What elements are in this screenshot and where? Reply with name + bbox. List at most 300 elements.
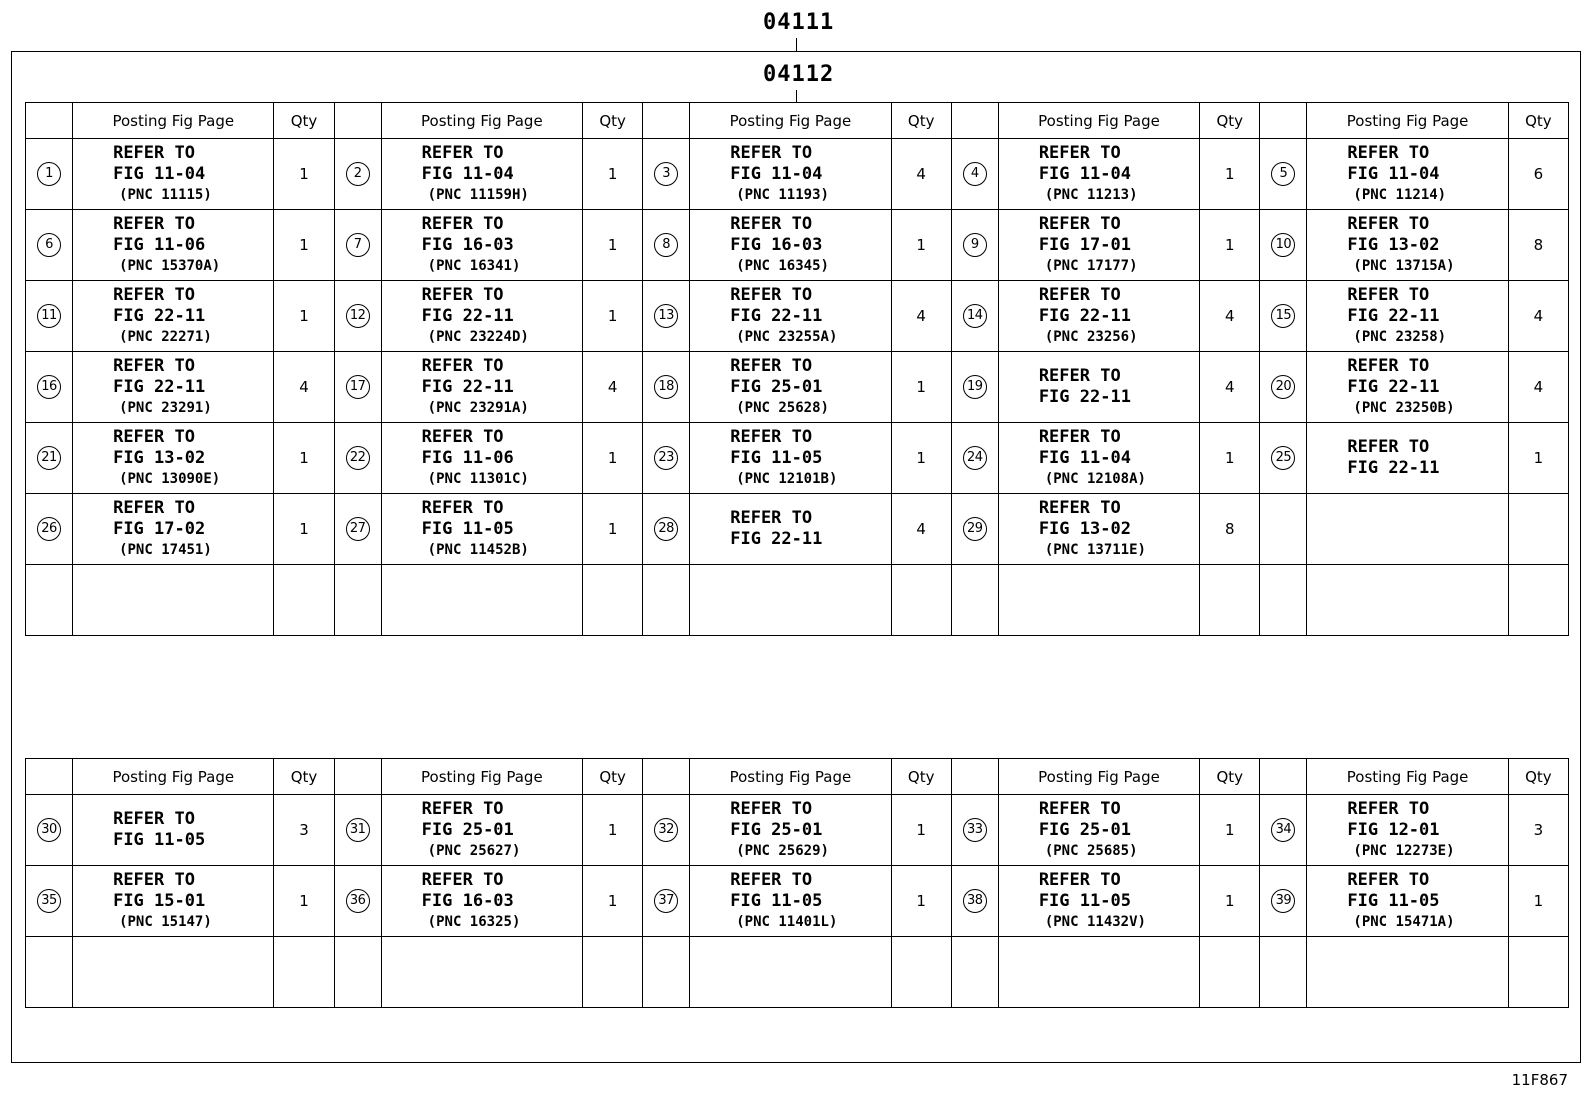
pnc-code: (PNC 22271) (119, 328, 212, 345)
refer-to-label: REFER TO (730, 284, 813, 305)
refer-block (690, 143, 890, 206)
pnc-code: (PNC 12101B) (736, 470, 838, 487)
qty-cell: 1 (274, 210, 334, 281)
item-number-cell (334, 210, 381, 281)
refer-to-label: REFER TO (421, 798, 504, 819)
refer-to-label: REFER TO (1347, 142, 1430, 163)
item-number-cell (334, 139, 381, 210)
item-number-cell (1260, 281, 1307, 352)
item-number: 36 (346, 889, 370, 913)
fig-reference: FIG 22-11 (421, 376, 514, 397)
posting-cell (73, 423, 274, 494)
item-number-cell (643, 866, 690, 937)
header-index-cell (334, 759, 381, 795)
posting-cell (690, 494, 891, 565)
fig-reference: FIG 11-05 (421, 518, 514, 539)
refer-to-label: REFER TO (1347, 798, 1430, 819)
item-number-cell (951, 494, 998, 565)
refer-block (999, 799, 1199, 862)
pnc-code: (PNC 16341) (427, 257, 521, 274)
refer-block (999, 870, 1199, 933)
pnc-code: (PNC 16345) (736, 257, 829, 274)
pnc-code: (PNC 15471A) (1353, 913, 1455, 930)
item-number: 26 (37, 517, 61, 541)
qty-cell: 1 (583, 281, 643, 352)
item-number: 38 (963, 889, 987, 913)
refer-block (382, 427, 582, 490)
item-number-cell (1260, 423, 1307, 494)
posting-cell (1307, 795, 1508, 866)
refer-to-label: REFER TO (113, 809, 195, 829)
item-number-cell (26, 795, 73, 866)
item-number: 32 (654, 818, 678, 842)
refer-block (73, 498, 273, 561)
item-number-cell (1260, 795, 1307, 866)
header-qty: Qty (1200, 759, 1260, 795)
item-number: 1 (37, 162, 61, 186)
qty-cell: 4 (1508, 352, 1568, 423)
empty-cell (1200, 565, 1260, 636)
pnc-code: (PNC 11452B) (427, 541, 529, 558)
pnc-code: (PNC 23291) (119, 399, 212, 416)
refer-to-label: REFER TO (113, 355, 195, 376)
item-number: 7 (346, 233, 370, 257)
posting-cell (690, 210, 891, 281)
item-number: 14 (963, 304, 987, 328)
pnc-code: (PNC 15370A) (119, 257, 221, 274)
item-number-cell (643, 494, 690, 565)
refer-block (382, 143, 582, 206)
refer-block (999, 285, 1199, 348)
qty-cell: 4 (1200, 281, 1260, 352)
fig-reference: FIG 22-11 (1038, 305, 1131, 326)
item-number: 2 (346, 162, 370, 186)
fig-reference: FIG 13-02 (1038, 518, 1131, 539)
item-number: 17 (346, 375, 370, 399)
item-number: 11 (37, 304, 61, 328)
posting-cell (73, 494, 274, 565)
refer-block (382, 285, 582, 348)
table-row (26, 139, 1569, 210)
item-number-cell (334, 494, 381, 565)
refer-to-label: REFER TO (421, 869, 504, 890)
empty-cell (643, 937, 690, 1008)
qty-cell: 1 (1200, 795, 1260, 866)
posting-cell (690, 281, 891, 352)
pnc-code: (PNC 15147) (119, 913, 212, 930)
figure-code: 11F867 (1511, 1071, 1568, 1089)
fig-reference: FIG 11-06 (113, 234, 206, 255)
pnc-code: (PNC 11301C) (427, 470, 529, 487)
header-qty: Qty (1508, 759, 1568, 795)
qty-cell: 1 (1200, 210, 1260, 281)
item-number-cell (26, 352, 73, 423)
refer-block (690, 799, 890, 862)
header-posting-fig-page: Posting Fig Page (690, 759, 891, 795)
item-number-cell (951, 210, 998, 281)
refer-block (1307, 799, 1507, 862)
posting-cell (1307, 866, 1508, 937)
posting-cell (998, 494, 1199, 565)
posting-cell (1307, 139, 1508, 210)
refer-to-label: REFER TO (421, 213, 504, 234)
fig-reference: FIG 11-05 (113, 830, 206, 850)
posting-cell (998, 281, 1199, 352)
posting-cell (381, 866, 582, 937)
posting-cell (73, 139, 274, 210)
refer-block (73, 809, 273, 851)
empty-cell (891, 565, 951, 636)
qty-cell: 4 (891, 494, 951, 565)
header-index-cell (26, 759, 73, 795)
item-number: 15 (1271, 304, 1295, 328)
refer-block (690, 356, 890, 419)
item-number-cell (1260, 139, 1307, 210)
qty-cell: 1 (891, 352, 951, 423)
qty-cell: 1 (583, 210, 643, 281)
fig-reference: FIG 16-03 (730, 234, 823, 255)
posting-cell (1307, 281, 1508, 352)
pnc-code: (PNC 11214) (1353, 186, 1447, 203)
pnc-code: (PNC 11213) (1044, 186, 1138, 203)
qty-cell: 1 (274, 423, 334, 494)
pnc-code: (PNC 23258) (1353, 328, 1447, 345)
header-qty: Qty (891, 103, 951, 139)
fig-reference: FIG 11-04 (113, 163, 206, 184)
qty-cell (1508, 494, 1568, 565)
header-posting-fig-page: Posting Fig Page (690, 103, 891, 139)
header-qty: Qty (891, 759, 951, 795)
pnc-code: (PNC 23255A) (736, 328, 838, 345)
table-row (26, 866, 1569, 937)
refer-to-label: REFER TO (730, 508, 813, 528)
refer-block (1307, 870, 1507, 933)
item-number: 5 (1271, 162, 1295, 186)
item-number: 37 (654, 889, 678, 913)
refer-to-label: REFER TO (1347, 355, 1430, 376)
empty-cell (1260, 565, 1307, 636)
refer-block (1307, 285, 1507, 348)
posting-cell (1307, 494, 1508, 565)
pnc-code: (PNC 25627) (427, 842, 521, 859)
posting-cell (690, 795, 891, 866)
posting-cell (690, 423, 891, 494)
empty-row (26, 937, 1569, 1008)
header-index-cell (643, 103, 690, 139)
posting-cell (998, 795, 1199, 866)
refer-to-label: REFER TO (421, 284, 504, 305)
refer-to-label: REFER TO (1347, 869, 1430, 890)
item-number: 16 (37, 375, 61, 399)
refer-to-label: REFER TO (421, 355, 504, 376)
empty-cell (951, 565, 998, 636)
refer-to-label: REFER TO (1038, 213, 1121, 234)
refer-block (690, 508, 890, 550)
posting-cell (381, 423, 582, 494)
item-number: 4 (963, 162, 987, 186)
qty-cell: 4 (583, 352, 643, 423)
item-number: 31 (346, 818, 370, 842)
qty-cell: 1 (1508, 866, 1568, 937)
item-number: 20 (1271, 375, 1295, 399)
refer-to-label: REFER TO (113, 869, 195, 890)
posting-cell (690, 139, 891, 210)
qty-cell: 1 (583, 423, 643, 494)
parts-table-lower (25, 758, 1569, 1008)
item-number: 6 (37, 233, 61, 257)
fig-reference: FIG 16-03 (421, 234, 514, 255)
pnc-code: (PNC 11115) (119, 186, 212, 203)
qty-cell: 8 (1200, 494, 1260, 565)
item-number-cell (1260, 352, 1307, 423)
fig-reference: FIG 25-01 (421, 819, 514, 840)
item-number: 27 (346, 517, 370, 541)
refer-block (999, 366, 1199, 408)
qty-cell: 4 (1200, 352, 1260, 423)
item-number: 34 (1271, 818, 1295, 842)
fig-reference: FIG 22-11 (1347, 305, 1440, 326)
header-posting-fig-page: Posting Fig Page (998, 759, 1199, 795)
table-row (26, 281, 1569, 352)
pnc-code: (PNC 11401L) (736, 913, 838, 930)
posting-cell (998, 139, 1199, 210)
refer-to-label: REFER TO (1038, 366, 1121, 386)
item-number-cell (643, 210, 690, 281)
refer-block (690, 427, 890, 490)
refer-block (999, 498, 1199, 561)
header-index-cell (26, 103, 73, 139)
fig-reference: FIG 22-11 (730, 529, 823, 549)
posting-cell (73, 352, 274, 423)
assembly-code-04112: 04112 (763, 62, 835, 87)
empty-cell (274, 565, 334, 636)
empty-cell (274, 937, 334, 1008)
qty-cell: 1 (274, 281, 334, 352)
fig-reference: FIG 11-06 (421, 447, 514, 468)
qty-cell: 1 (1200, 866, 1260, 937)
fig-reference: FIG 11-05 (730, 447, 823, 468)
posting-cell (690, 352, 891, 423)
posting-cell (1307, 423, 1508, 494)
empty-cell (583, 565, 643, 636)
item-number-cell (26, 210, 73, 281)
header-posting-fig-page: Posting Fig Page (73, 759, 274, 795)
fig-reference: FIG 12-01 (1347, 819, 1440, 840)
empty-cell (73, 565, 274, 636)
qty-cell: 1 (274, 866, 334, 937)
refer-block (690, 214, 890, 277)
empty-cell (1200, 937, 1260, 1008)
item-number-cell (643, 139, 690, 210)
header-posting-fig-page: Posting Fig Page (381, 103, 582, 139)
refer-to-label: REFER TO (421, 426, 504, 447)
header-index-cell (1260, 103, 1307, 139)
pnc-code: (PNC 11193) (736, 186, 829, 203)
pnc-code: (PNC 13711E) (1044, 541, 1146, 558)
pnc-code: (PNC 13715A) (1353, 257, 1455, 274)
fig-reference: FIG 11-05 (1347, 890, 1440, 911)
refer-to-label: REFER TO (113, 426, 195, 447)
item-number-cell (643, 281, 690, 352)
item-number-cell (1260, 494, 1307, 565)
item-number-cell (26, 423, 73, 494)
refer-to-label: REFER TO (1038, 142, 1121, 163)
empty-cell (73, 937, 274, 1008)
qty-cell: 4 (891, 281, 951, 352)
header-qty: Qty (1200, 103, 1260, 139)
empty-cell (690, 565, 891, 636)
pnc-code: (PNC 25685) (1044, 842, 1138, 859)
header-index-cell (951, 103, 998, 139)
refer-block (382, 498, 582, 561)
item-number: 23 (654, 446, 678, 470)
posting-cell (381, 795, 582, 866)
fig-reference: FIG 22-11 (1347, 458, 1440, 478)
posting-cell (73, 210, 274, 281)
item-number-cell (26, 139, 73, 210)
fig-reference: FIG 13-02 (113, 447, 206, 468)
refer-to-label: REFER TO (730, 869, 813, 890)
qty-cell: 1 (1200, 139, 1260, 210)
header-qty: Qty (274, 103, 334, 139)
pnc-code: (PNC 25629) (736, 842, 829, 859)
refer-block (999, 214, 1199, 277)
empty-cell (1260, 937, 1307, 1008)
pnc-code: (PNC 11432V) (1044, 913, 1146, 930)
item-number-cell (643, 423, 690, 494)
leader-line-04111 (796, 38, 797, 51)
item-number-cell (951, 795, 998, 866)
qty-cell: 1 (583, 795, 643, 866)
empty-cell (26, 937, 73, 1008)
posting-cell (381, 139, 582, 210)
posting-cell (381, 210, 582, 281)
empty-cell (1508, 937, 1568, 1008)
item-number: 10 (1271, 233, 1295, 257)
header-qty: Qty (274, 759, 334, 795)
pnc-code: (PNC 23250B) (1353, 399, 1455, 416)
qty-cell: 1 (583, 866, 643, 937)
item-number: 8 (654, 233, 678, 257)
qty-cell: 1 (583, 494, 643, 565)
refer-block (382, 870, 582, 933)
qty-cell: 3 (1508, 795, 1568, 866)
header-posting-fig-page: Posting Fig Page (381, 759, 582, 795)
fig-reference: FIG 25-01 (730, 376, 823, 397)
fig-reference: FIG 16-03 (421, 890, 514, 911)
posting-cell (998, 423, 1199, 494)
qty-cell: 1 (1200, 423, 1260, 494)
item-number: 24 (963, 446, 987, 470)
item-number: 28 (654, 517, 678, 541)
fig-reference: FIG 25-01 (1038, 819, 1131, 840)
pnc-code: (PNC 16325) (427, 913, 521, 930)
header-qty: Qty (583, 759, 643, 795)
posting-cell (998, 352, 1199, 423)
refer-to-label: REFER TO (1038, 798, 1121, 819)
refer-block (382, 799, 582, 862)
table-row (26, 423, 1569, 494)
refer-block (690, 285, 890, 348)
item-number-cell (334, 281, 381, 352)
fig-reference: FIG 17-02 (113, 518, 206, 539)
empty-cell (891, 937, 951, 1008)
empty-row (26, 565, 1569, 636)
posting-cell (998, 866, 1199, 937)
empty-cell (690, 937, 891, 1008)
item-number-cell (26, 281, 73, 352)
header-posting-fig-page: Posting Fig Page (1307, 103, 1508, 139)
item-number: 3 (654, 162, 678, 186)
item-number-cell (334, 795, 381, 866)
empty-cell (998, 937, 1199, 1008)
header-index-cell (1260, 759, 1307, 795)
refer-to-label: REFER TO (730, 426, 813, 447)
table-row (26, 352, 1569, 423)
refer-block (999, 427, 1199, 490)
refer-to-label: REFER TO (113, 142, 195, 163)
header-index-cell (334, 103, 381, 139)
table-row (26, 795, 1569, 866)
table-row (26, 210, 1569, 281)
refer-block (1307, 437, 1507, 479)
posting-cell (381, 494, 582, 565)
qty-cell: 3 (274, 795, 334, 866)
fig-reference: FIG 22-11 (113, 305, 206, 326)
refer-to-label: REFER TO (1038, 284, 1121, 305)
empty-cell (26, 565, 73, 636)
pnc-code: (PNC 17451) (119, 541, 212, 558)
item-number-cell (1260, 210, 1307, 281)
item-number-cell (951, 352, 998, 423)
refer-block (73, 143, 273, 206)
fig-reference: FIG 17-01 (1038, 234, 1131, 255)
refer-to-label: REFER TO (730, 142, 813, 163)
pnc-code: (PNC 23224D) (427, 328, 529, 345)
item-number: 22 (346, 446, 370, 470)
header-index-cell (643, 759, 690, 795)
refer-block (1307, 356, 1507, 419)
header-qty: Qty (583, 103, 643, 139)
header-posting-fig-page: Posting Fig Page (73, 103, 274, 139)
fig-reference: FIG 22-11 (1347, 376, 1440, 397)
empty-cell (1307, 565, 1508, 636)
refer-block (690, 870, 890, 933)
fig-reference: FIG 11-05 (1038, 890, 1131, 911)
pnc-code: (PNC 12273E) (1353, 842, 1455, 859)
refer-to-label: REFER TO (113, 213, 195, 234)
assembly-code-04111: 04111 (763, 10, 835, 35)
fig-reference: FIG 11-04 (1038, 447, 1131, 468)
empty-cell (643, 565, 690, 636)
item-number-cell (26, 494, 73, 565)
fig-reference: FIG 25-01 (730, 819, 823, 840)
refer-block (1307, 214, 1507, 277)
item-number: 13 (654, 304, 678, 328)
fig-reference: FIG 15-01 (113, 890, 206, 911)
posting-cell (73, 866, 274, 937)
refer-to-label: REFER TO (421, 497, 504, 518)
posting-cell (690, 866, 891, 937)
item-number-cell (1260, 866, 1307, 937)
posting-cell (73, 795, 274, 866)
empty-cell (334, 565, 381, 636)
qty-cell: 1 (274, 139, 334, 210)
fig-reference: FIG 11-04 (730, 163, 823, 184)
posting-cell (381, 281, 582, 352)
fig-reference: FIG 13-02 (1347, 234, 1440, 255)
qty-cell: 6 (1508, 139, 1568, 210)
